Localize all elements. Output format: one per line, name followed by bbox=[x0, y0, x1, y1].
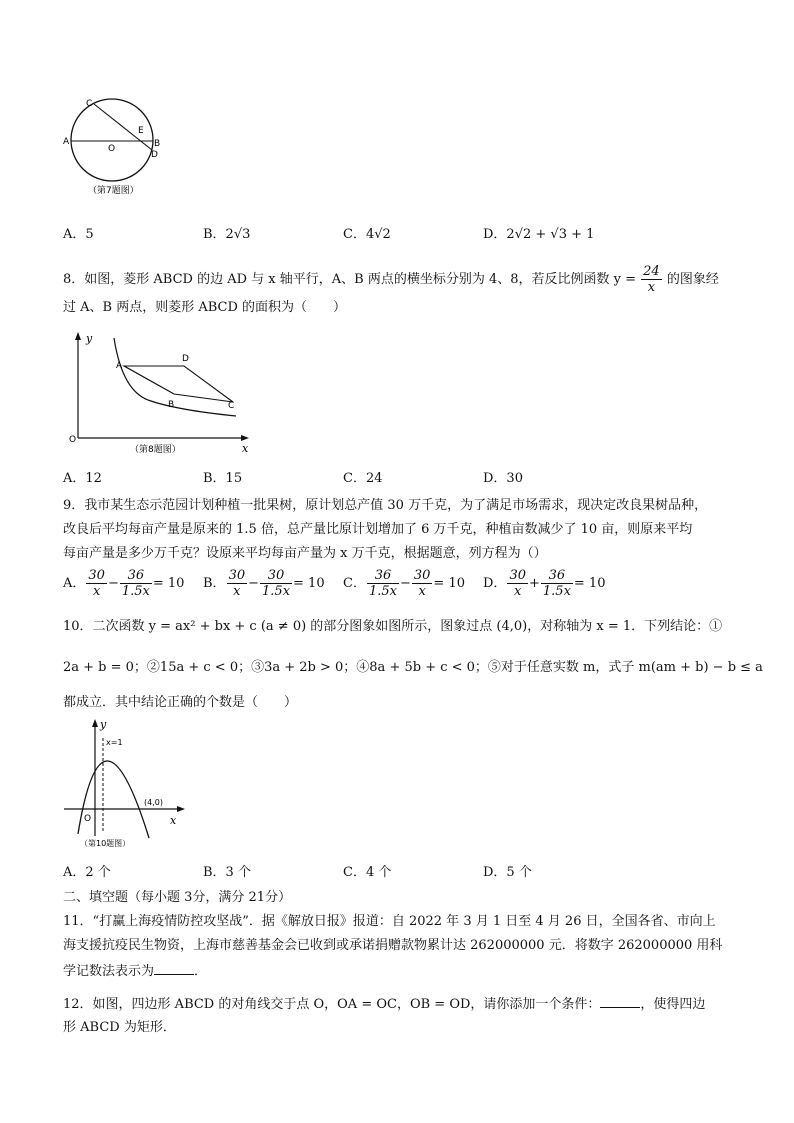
q9-b-den-1: x bbox=[233, 584, 241, 599]
fig8-x-arrow bbox=[241, 435, 249, 441]
q9-c-den-1: 1.5x bbox=[368, 584, 397, 599]
q11-line-3 bbox=[63, 962, 207, 981]
q10-line-1: 10．二次函数 y = ax² + bx + c (a ≠ 0) 的部分图象如图所示，图象过点 (4,0)，对称轴为 x = 1．下列结论：① bbox=[63, 619, 723, 634]
fig10-label-point: (4,0) bbox=[144, 798, 163, 807]
q9-c-frac-1 bbox=[367, 568, 399, 599]
q8-text-1: 8．如图，菱形 ABCD 的边 AD 与 x 轴平行，A、B 两点的横坐标分别为 4、8，若反比例函数 y = bbox=[63, 272, 637, 287]
q9-c-num-1: 36 bbox=[367, 568, 399, 584]
fig8-label-a: A bbox=[116, 361, 123, 371]
fig7-label-b: B bbox=[154, 139, 161, 149]
q8-option-b: B．15 bbox=[203, 471, 243, 486]
q9-a-den-1: x bbox=[92, 584, 101, 599]
q9-line-3: 每亩产量是多少万千克？设原来平均每亩产量为 x 万千克，根据题意，列方程为（） bbox=[63, 546, 547, 561]
q9-option-a bbox=[63, 568, 184, 599]
q10-line-3: 都成立．其中结论正确的个数是（ ） bbox=[63, 695, 298, 710]
q9-a-label: A． bbox=[63, 576, 86, 591]
q9-option-d bbox=[483, 568, 605, 599]
fig7-label-a: A bbox=[63, 137, 70, 147]
q9-d-frac-1 bbox=[507, 568, 528, 599]
q9-line-1: 9．我市某生态示范园计划种植一批果树，原计划总产值 30 万千克，为了满足市场需求，现决定改良果树品种， bbox=[63, 498, 708, 513]
q7-option-c: C．4√2 bbox=[343, 227, 391, 242]
q11-line-2: 海支援抗疫民生物资，上海市慈善基金会已收到或承诺捐赠款物累计达 262000000 元．将数字 262000000 用科 bbox=[63, 938, 723, 953]
q9-d-num-2: 36 bbox=[541, 568, 573, 584]
q10-option-c: C．4 个 bbox=[343, 865, 392, 880]
fig8-hyperbola bbox=[114, 338, 236, 416]
q9-a-num-2: 36 bbox=[120, 568, 152, 584]
fig10-label-o: O bbox=[84, 814, 92, 824]
q9-a-num-1: 30 bbox=[88, 568, 105, 583]
figure-7 bbox=[60, 96, 175, 198]
q10-option-d: D．5 个 bbox=[483, 865, 532, 880]
section-2-heading: 二、填空题（每小题 3分，满分 21分） bbox=[63, 890, 292, 905]
q8-frac-num: 24 bbox=[643, 264, 660, 279]
q7-option-b: B．2√3 bbox=[203, 227, 251, 242]
fig8-label-c: C bbox=[228, 401, 235, 411]
q9-c-op: − bbox=[399, 576, 411, 591]
fig10-x-arrow bbox=[177, 806, 185, 812]
q10-option-b: B．3 个 bbox=[203, 865, 251, 880]
q9-b-frac-2 bbox=[260, 568, 292, 599]
q12-text-1b: ，使得四边 bbox=[640, 997, 706, 1012]
fig8-diagonal bbox=[124, 366, 174, 394]
q9-d-label: D． bbox=[483, 576, 507, 591]
q8-frac-den: x bbox=[647, 280, 656, 295]
fig7-label-o: O bbox=[108, 144, 116, 154]
fig10-label-axis: x=1 bbox=[106, 738, 123, 747]
q9-a-rhs: = 10 bbox=[152, 576, 185, 591]
q9-c-rhs: = 10 bbox=[433, 576, 465, 591]
fig10-parabola bbox=[78, 761, 149, 838]
q8-option-d: D．30 bbox=[483, 471, 523, 486]
q11-text-3a: 学记数法表示为 bbox=[63, 964, 155, 979]
fig7-circle bbox=[71, 99, 153, 181]
q9-option-c bbox=[343, 568, 465, 599]
figure-10 bbox=[62, 716, 190, 850]
fig7-label-d: D bbox=[151, 150, 158, 160]
q8-option-c: C．24 bbox=[343, 471, 383, 486]
q9-b-label: B． bbox=[203, 576, 226, 591]
fig8-label-d: D bbox=[182, 354, 189, 364]
q9-a-frac-1 bbox=[86, 568, 107, 599]
q12-line-1 bbox=[63, 995, 705, 1014]
fig10-label-x: x bbox=[170, 814, 177, 827]
fig8-label-o: O bbox=[69, 435, 77, 445]
q12-answer-blank[interactable] bbox=[600, 995, 640, 1008]
q9-c-den-2: x bbox=[418, 584, 426, 599]
fig10-caption: （第10题图） bbox=[80, 839, 131, 848]
q9-a-frac-2 bbox=[120, 568, 152, 599]
q8-text-1-end: 的图象经 bbox=[666, 272, 719, 287]
q8-line-1 bbox=[63, 264, 719, 295]
fig8-label-x: x bbox=[242, 442, 249, 455]
q9-a-den-2: 1.5x bbox=[121, 584, 150, 599]
fig8-y-arrow bbox=[75, 332, 81, 340]
q9-line-2: 改良后平均每亩产量是原来的 1.5 倍，总产量比原计划增加了 6 万千克，种植亩数减少了 10 亩，则原来平均 bbox=[63, 522, 693, 537]
q8-fraction bbox=[641, 264, 662, 295]
q10-line-2: 2a + b = 0；②15a + c < 0；③3a + 2b > 0；④8a + 5b + c < 0；⑤对于任意实数 m，式子 m(am + b) − b ≤ a bbox=[63, 660, 763, 675]
q9-b-num-1: 30 bbox=[228, 568, 246, 583]
q11-line-1: 11．“打赢上海疫情防控攻坚战”．据《解放日报》报道：自 2022 年 3 月 1 日至 4 月 26 日，全国各省、市向上 bbox=[63, 914, 716, 929]
q9-c-num-2: 30 bbox=[413, 568, 431, 583]
q9-b-den-2: 1.5x bbox=[262, 584, 291, 599]
q9-d-den-1: x bbox=[514, 584, 522, 599]
fig8-label-y: y bbox=[86, 332, 93, 345]
q12-text-1a: 12．如图，四边形 ABCD 的对角线交于点 O，OA = OC，OB = OD，请你添加一个条件： bbox=[63, 997, 601, 1012]
q12-line-2: 形 ABCD 为矩形． bbox=[63, 1020, 176, 1035]
fig7-label-c: C bbox=[86, 99, 93, 109]
q11-text-3b: ． bbox=[194, 964, 208, 979]
q9-d-num-1: 30 bbox=[509, 568, 526, 583]
figure-8 bbox=[66, 330, 256, 458]
q9-b-rhs: = 10 bbox=[293, 576, 325, 591]
q9-d-op: + bbox=[528, 576, 540, 591]
fig7-label-e: E bbox=[138, 126, 144, 136]
q9-b-frac-1 bbox=[227, 568, 248, 599]
q9-d-frac-2 bbox=[541, 568, 573, 599]
q9-option-b bbox=[203, 568, 325, 599]
fig8-caption: （第8题图） bbox=[130, 445, 181, 455]
q9-d-rhs: = 10 bbox=[573, 576, 606, 591]
q8-line-2: 过 A、B 两点，则菱形 ABCD 的面积为（ ） bbox=[63, 300, 347, 315]
q9-c-frac-2 bbox=[412, 568, 433, 599]
q9-c-label: C． bbox=[343, 576, 366, 591]
q9-b-op: − bbox=[248, 576, 260, 591]
q7-option-d: D．2√2 + √3 + 1 bbox=[483, 227, 595, 242]
q8-option-a: A．12 bbox=[63, 471, 102, 486]
fig10-y-arrow bbox=[92, 719, 98, 727]
fig10-label-y: y bbox=[100, 718, 107, 731]
q9-a-op: − bbox=[107, 576, 119, 591]
fig7-caption: （第7题图） bbox=[88, 186, 139, 196]
q9-d-den-2: 1.5x bbox=[542, 584, 571, 599]
q9-b-num-2: 30 bbox=[260, 568, 292, 584]
q10-option-a: A．2 个 bbox=[63, 865, 111, 880]
fig8-label-b: B bbox=[168, 400, 175, 410]
q7-option-a: A．5 bbox=[63, 227, 94, 242]
q11-answer-blank[interactable] bbox=[154, 962, 194, 975]
